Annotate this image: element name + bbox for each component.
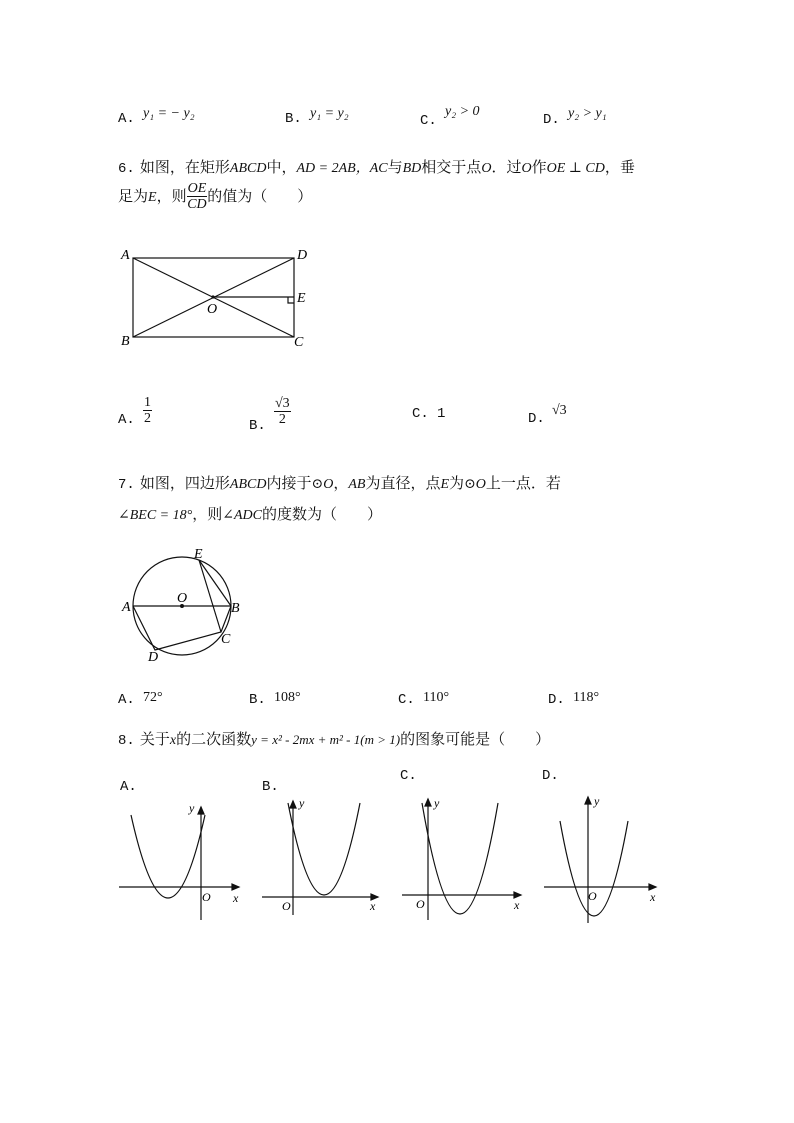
q6-text: 与 — [387, 158, 403, 176]
q5-option-a-label: A. — [118, 111, 135, 127]
q6-math: E — [148, 190, 157, 205]
q6-stem-line2 — [118, 181, 312, 212]
q7-math: ∠BEC = 18° — [118, 508, 193, 523]
q8-text: 的二次函数 — [176, 730, 252, 748]
q5-option-c-expr: y₂ > 0 — [445, 104, 480, 119]
q6-option-b-fraction: $\frac{√3}{2}$ — [275, 396, 290, 427]
q6-text: 的值为（ ） — [207, 187, 313, 205]
q8-graph-a-origin-label: O — [202, 890, 211, 904]
q7-circle-figure — [115, 540, 255, 668]
q7-label-c: C — [221, 632, 231, 647]
q6-rectangle-figure — [110, 240, 330, 355]
q8-graph-d-x-label: x — [650, 890, 656, 904]
q7-option-c-value: 110° — [423, 690, 450, 705]
q7-label-d: D — [148, 650, 159, 665]
q6-math: ABCD — [229, 161, 267, 176]
q7-label-b: B — [231, 601, 240, 616]
q7-math: ⊙O — [464, 477, 486, 492]
q7-text: 为 — [449, 474, 465, 492]
q7-math: ⊙O — [311, 477, 334, 492]
q7-stem-line1 — [118, 472, 561, 493]
q6-option-b-label: B. — [249, 418, 266, 434]
q7-text: 为直径，点 — [365, 474, 441, 492]
q7-math: ABCD — [229, 477, 267, 492]
q7-stem-line2 — [118, 503, 382, 524]
q6-option-d-label: D. — [528, 411, 545, 427]
q7-text: 如图，四边形 — [139, 474, 230, 492]
q7-text: ， — [333, 474, 349, 492]
q6-label-o: O — [207, 302, 218, 317]
q8-graph-c-origin-label: O — [416, 897, 425, 911]
q8-graph-d — [540, 795, 670, 925]
q8-graph-b-x-label: x — [370, 899, 376, 913]
q5-option-d-label: D. — [543, 112, 560, 128]
q6-math: OE ⊥ CD — [546, 161, 605, 176]
q6-math: O — [521, 161, 532, 176]
q5-option-b-label: B. — [285, 111, 302, 127]
q6-label-e: E — [297, 291, 306, 306]
q7-text: 上一点．若 — [485, 474, 561, 492]
q7-option-d-value: 118° — [573, 690, 600, 705]
q6-text: 相交于点 — [421, 158, 482, 176]
q6-text: ，则 — [156, 187, 187, 205]
q6-option-a-fraction: $\frac{1}{2}$ — [144, 395, 151, 426]
q7-option-b-label: B. — [249, 692, 266, 708]
q6-text: ．过 — [491, 158, 522, 176]
q7-math: E — [440, 477, 450, 492]
q7-text: ，则 — [192, 505, 223, 523]
q8-graph-a — [115, 795, 245, 925]
q8-graph-b — [258, 795, 388, 925]
q8-graph-d-label: D. — [542, 768, 559, 784]
q6-fraction: $\frac{OE}{CD}$ — [187, 181, 207, 212]
q5-option-c-label: C. — [420, 113, 437, 129]
q7-option-a-label: A. — [118, 692, 135, 708]
q8-graph-c-y-label: y — [434, 796, 440, 810]
q8-graph-c-x-label: x — [514, 898, 520, 912]
q6-label-d: D — [297, 248, 308, 263]
q7-option-c-label: C. — [398, 692, 415, 708]
q5-option-a-expr: y₁ = − y₂ — [143, 106, 195, 121]
q6-number: 6. — [118, 161, 135, 177]
q8-math: y = x² - 2mx + m² - 1(m > 1) — [251, 732, 401, 747]
q7-option-d-label: D. — [548, 692, 565, 708]
q8-text: 关于 — [139, 730, 170, 748]
q8-number: 8. — [118, 733, 135, 749]
q6-option-c-value: 1 — [437, 406, 446, 422]
q8-graph-a-x-label: x — [233, 891, 239, 905]
q6-math: BD — [402, 161, 422, 176]
q8-graph-a-y-label: y — [189, 801, 195, 815]
q8-graph-c — [398, 795, 528, 925]
q7-math: AB — [348, 477, 366, 492]
q7-label-o: O — [177, 591, 188, 606]
q6-text: 足为 — [118, 187, 149, 205]
q6-label-c: C — [294, 335, 304, 350]
q8-math: x — [169, 733, 177, 748]
q8-stem — [118, 728, 550, 749]
q8-graph-c-label: C. — [400, 768, 417, 784]
q6-text: 作 — [531, 158, 547, 176]
q6-text: 如图，在矩形 — [139, 158, 230, 176]
q6-math: AD = 2AB，AC — [296, 161, 388, 176]
q8-graph-a-label: A. — [120, 779, 137, 795]
q7-text: 内接于 — [266, 474, 312, 492]
q6-math: O — [481, 161, 492, 176]
q6-text: ，垂 — [604, 158, 635, 176]
q6-option-c-label: C. — [412, 406, 429, 422]
q8-graph-d-origin-label: O — [588, 889, 597, 903]
q6-label-a: A — [121, 248, 130, 263]
q7-math: ∠ADC — [222, 508, 262, 523]
q7-option-a-value: 72° — [143, 690, 163, 705]
q7-text: 的度数为（ ） — [261, 505, 382, 523]
q8-graph-d-y-label: y — [594, 795, 600, 808]
q8-graph-b-label: B. — [262, 779, 279, 795]
q8-text: 的图象可能是（ ） — [400, 730, 551, 748]
q6-label-b: B — [121, 334, 130, 349]
q6-option-d-value: √3 — [552, 403, 567, 418]
q7-label-a: A — [122, 600, 131, 615]
q5-option-d-expr: y₂ > y₁ — [568, 106, 607, 121]
q8-graph-b-y-label: y — [299, 796, 305, 810]
q7-option-b-value: 108° — [274, 690, 301, 705]
q8-graph-b-origin-label: O — [282, 899, 291, 913]
q6-stem-line1 — [118, 156, 635, 177]
q5-option-b-expr: y₁ = y₂ — [310, 106, 349, 121]
q6-text: 中， — [266, 158, 297, 176]
q7-label-e: E — [194, 547, 203, 562]
q6-option-a-label: A. — [118, 412, 135, 428]
q7-number: 7. — [118, 477, 135, 493]
